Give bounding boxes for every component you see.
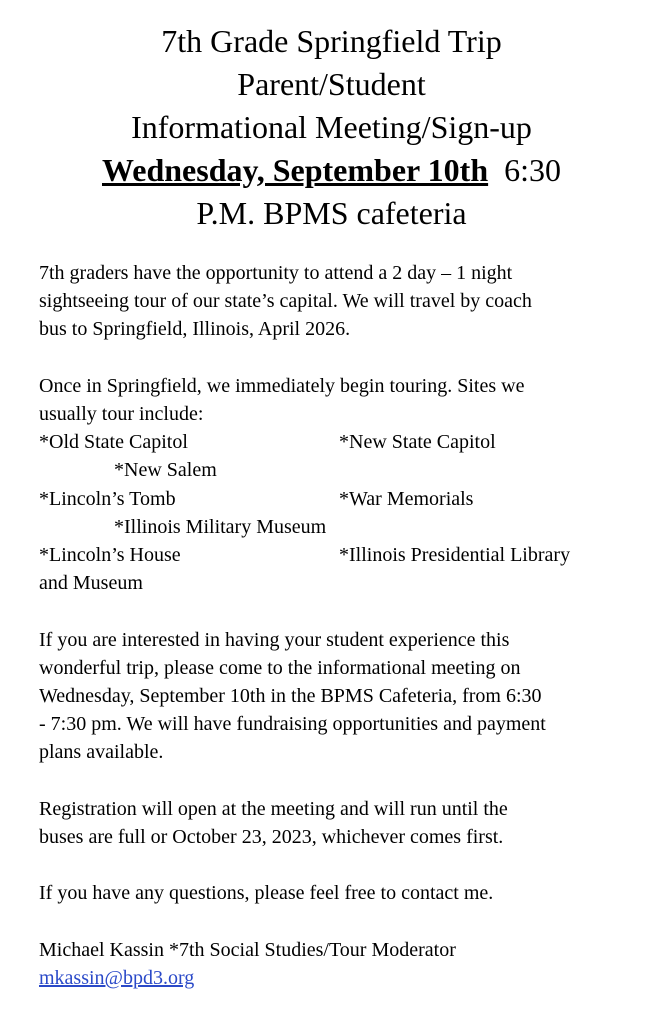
invitation-line: wonderful trip, please come to the informational meeting on xyxy=(39,656,521,679)
site-item: *War Memorials xyxy=(339,487,474,510)
signature-name: Michael Kassin *7th Social Studies/Tour Moderator xyxy=(39,938,456,961)
intro-paragraph xyxy=(39,259,639,344)
email-line xyxy=(39,964,639,992)
intro-line: bus to Springfield, Illinois, April 2026. xyxy=(39,318,351,341)
registration-paragraph xyxy=(39,795,639,851)
email-link[interactable]: mkassin@bpd3.org xyxy=(39,966,195,989)
questions-line: If you have any questions, please feel free to contact me. xyxy=(39,882,494,905)
title-line-3: Informational Meeting/Sign-up xyxy=(131,109,532,145)
questions-paragraph xyxy=(39,879,639,907)
intro-line: 7th graders have the opportunity to attend a 2 day – 1 night xyxy=(39,262,513,284)
sites-row xyxy=(39,456,639,484)
intro-line: sightseeing tour of our state’s capital. We will travel by coach xyxy=(39,290,532,313)
sites-row xyxy=(39,513,639,541)
invitation-line: Wednesday, September 10th in the BPMS Cafeteria, from 6:30 xyxy=(39,684,542,707)
registration-line: buses are full or October 23, 2023, whichever comes first. xyxy=(39,825,504,848)
flyer-body xyxy=(39,259,639,992)
invitation-line: - 7:30 pm. We will have fundraising opportunities and payment xyxy=(39,713,546,736)
site-item: *Lincoln’s House xyxy=(39,543,181,566)
site-item-continuation: and Museum xyxy=(39,572,143,595)
invitation-line: plans available. xyxy=(39,741,164,764)
site-item: *New Salem xyxy=(114,459,217,482)
title-line-4 xyxy=(0,149,663,192)
site-item: *Illinois Presidential Library xyxy=(339,543,571,566)
invitation-line: If you are interested in having your student experience this xyxy=(39,628,510,651)
site-item: *New State Capitol xyxy=(339,431,496,454)
title-line-2: Parent/Student xyxy=(237,66,426,102)
sites-lead-line: usually tour include: xyxy=(39,403,204,425)
site-item: *Lincoln’s Tomb xyxy=(39,487,176,510)
signature-block xyxy=(39,936,639,992)
paragraph-gap xyxy=(39,597,639,625)
flyer-title xyxy=(0,20,663,235)
meeting-time: 6:30 xyxy=(504,152,561,188)
sites-row xyxy=(39,485,639,513)
registration-line: Registration will open at the meeting and will run until the xyxy=(39,797,508,820)
paragraph-gap xyxy=(39,344,639,372)
sites-paragraph xyxy=(39,372,639,598)
paragraph-gap xyxy=(39,851,639,879)
title-line-1: 7th Grade Springfield Trip xyxy=(161,23,502,59)
site-item: *Illinois Military Museum xyxy=(114,515,327,538)
sites-row xyxy=(39,569,639,597)
paragraph-gap xyxy=(39,767,639,795)
site-item: *Old State Capitol xyxy=(39,431,188,454)
sites-row xyxy=(39,428,639,456)
title-line-5: P.M. BPMS cafeteria xyxy=(196,195,467,231)
meeting-date: Wednesday, September 10th xyxy=(102,152,489,188)
sites-lead-line: Once in Springfield, we immediately begin touring. Sites we xyxy=(39,374,525,397)
paragraph-gap xyxy=(39,908,639,936)
invitation-paragraph xyxy=(39,626,639,767)
sites-row xyxy=(39,541,639,569)
